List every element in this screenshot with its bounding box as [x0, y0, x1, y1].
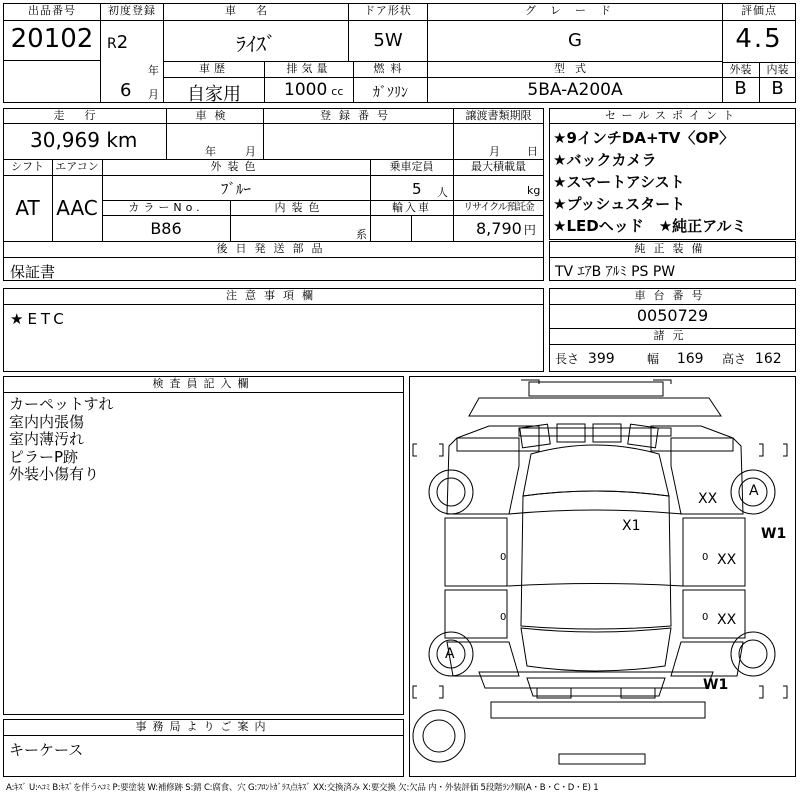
mark-xx-right-door-1: XX [717, 552, 737, 568]
grade-value: G [568, 30, 582, 51]
exterior-color-label: 外装色 [210, 160, 262, 173]
recycle-label: リサイクル預託金 [463, 202, 534, 213]
interior-color-label: 内装色 [274, 201, 326, 214]
history-value: 自家用 [187, 84, 241, 105]
load-unit: kg [527, 184, 541, 197]
mark-xx-front-right: XX [698, 491, 718, 507]
lot-number-label: 出品番号 [28, 4, 76, 17]
chassis-value: 0050729 [636, 306, 709, 325]
model-value: 5BA-A200A [527, 80, 623, 100]
dimensions-label: 諸元 [653, 329, 692, 342]
equipment-value: TV ｴｱB ｱﾙﾐ PS PW [555, 264, 676, 280]
ac-value: AAC [56, 196, 98, 220]
mark-zero-4: 0 [702, 612, 709, 623]
history-label: 車歴 [199, 62, 229, 75]
month-unit: 月 [148, 88, 159, 101]
capacity-label: 乗車定員 [389, 160, 434, 173]
inspector-line-3: 室内薄汚れ [9, 430, 85, 448]
score-value: 4.5 [735, 24, 783, 54]
exterior-grade-label: 外装 [729, 63, 752, 76]
car-name-label: 車名 [225, 4, 287, 17]
dimension-length: 長さ 399 [555, 351, 615, 367]
exterior-color-value: ﾌﾞﾙｰ [220, 180, 251, 198]
transfer-label: 譲渡書類期限 [465, 109, 532, 122]
month-value: 6 [120, 80, 132, 101]
inspector-label: 検査員記入欄 [152, 377, 255, 390]
sales-points-label: セールスポイント [604, 109, 740, 122]
score-label: 評価点 [741, 4, 777, 17]
displacement-value: 1000 cc [284, 80, 344, 100]
load-label: 最大積載量 [471, 160, 526, 173]
exterior-grade-value: B [734, 78, 747, 99]
shift-value: AT [15, 196, 40, 220]
ac-label: エアコン [55, 160, 99, 173]
interior-grade-value: B [771, 78, 784, 99]
sales-point-3: ★スマートアシスト [553, 173, 685, 191]
notes-label: 注意事項欄 [226, 289, 321, 302]
fuel-label: 燃料 [373, 62, 408, 75]
transfer-day-unit: 日 [527, 145, 538, 158]
notes-value: ★ETC [10, 310, 68, 328]
mark-zero-1: 0 [500, 552, 507, 563]
mark-w1-rear: W1 [703, 677, 729, 693]
equipment-label: 純正装備 [634, 242, 711, 255]
door-label: ドア形状 [364, 4, 412, 17]
capacity-unit: 人 [437, 186, 448, 199]
mark-a-rear-left-wheel: A [445, 646, 455, 662]
lot-number-value: 20102 [10, 24, 94, 54]
sales-point-1: ★9インチDA+TV〈OP〉 [553, 129, 735, 147]
year-unit: 年 [148, 64, 159, 77]
sales-point-4: ★プッシュスタート [553, 195, 686, 213]
inspector-line-5: 外装小傷有り [9, 465, 100, 483]
inspection-month-unit: 月 [245, 145, 256, 158]
interior-grade-label: 内装 [766, 63, 789, 76]
color-no-label: カラーNo. [128, 201, 204, 214]
recycle-value: 8,790 円 [476, 219, 536, 238]
door-value: 5W [373, 30, 403, 51]
model-label: 型式 [554, 62, 596, 75]
inspection-year-unit: 年 [205, 145, 216, 158]
mark-zero-3: 0 [702, 552, 709, 563]
inspector-line-4: ピラーP跡 [9, 447, 79, 466]
color-no-value: B86 [150, 219, 182, 238]
shift-label: シフト [11, 160, 44, 173]
displacement-label: 排気量 [286, 62, 332, 75]
sales-point-5: ★LEDヘッド ★純正アルミ [553, 217, 747, 235]
mark-x1-roof: X1 [622, 518, 641, 534]
mileage-value: 30,969 km [30, 128, 138, 152]
first-registration-label: 初度登録 [108, 4, 156, 17]
chassis-label: 車台番号 [634, 289, 711, 302]
mark-a-front-right-wheel: A [749, 483, 759, 499]
dimension-width: 幅 169 [647, 351, 704, 367]
mark-w1-right: W1 [761, 526, 787, 542]
plate-label: 登録番号 [320, 109, 396, 122]
office-value: キーケース [9, 741, 84, 759]
car-name-value: ﾗｲｽﾞ [236, 32, 276, 56]
office-label: 事務局よりご案内 [135, 720, 272, 733]
sales-point-2: ★バックカメラ [553, 151, 657, 169]
later-parts-label: 後日発送部品 [216, 242, 331, 255]
capacity-value: 5 [412, 180, 422, 198]
mark-zero-2: 0 [500, 612, 507, 623]
interior-color-unit: 系 [356, 228, 367, 241]
car-diagram [409, 376, 796, 777]
dimension-height: 高さ 162 [722, 351, 782, 367]
fuel-value: ｶﾞｿﾘﾝ [373, 85, 408, 101]
inspection-label: 車検 [195, 109, 234, 122]
transfer-month-unit: 月 [489, 145, 500, 158]
inspector-line-1: カーペットすれ [9, 395, 114, 413]
era-value: R2 [107, 32, 129, 53]
inspector-line-2: 室内内張傷 [9, 412, 85, 431]
grade-label: グレード [525, 4, 625, 17]
mileage-label: 走行 [53, 109, 116, 122]
import-label: 輸入車 [392, 201, 431, 214]
legend-text: A:ｷｽﾞ U:ﾍｺﾐ B:ｷｽﾞを伴うﾍｺﾐ P:要塗装 W:補修跡 S:錆 C:腐食、穴 G:ﾌﾛﾝﾄｶﾞﾗｽ点ｷｽﾞ XX:交換済み X:要交換 欠:欠品 内・外装評価 5段階ﾗﾝｸ順(A・B・C・D・E) 1 [6, 783, 599, 793]
mark-xx-right-door-2: XX [717, 612, 737, 628]
later-parts-value: 保証書 [10, 263, 56, 281]
